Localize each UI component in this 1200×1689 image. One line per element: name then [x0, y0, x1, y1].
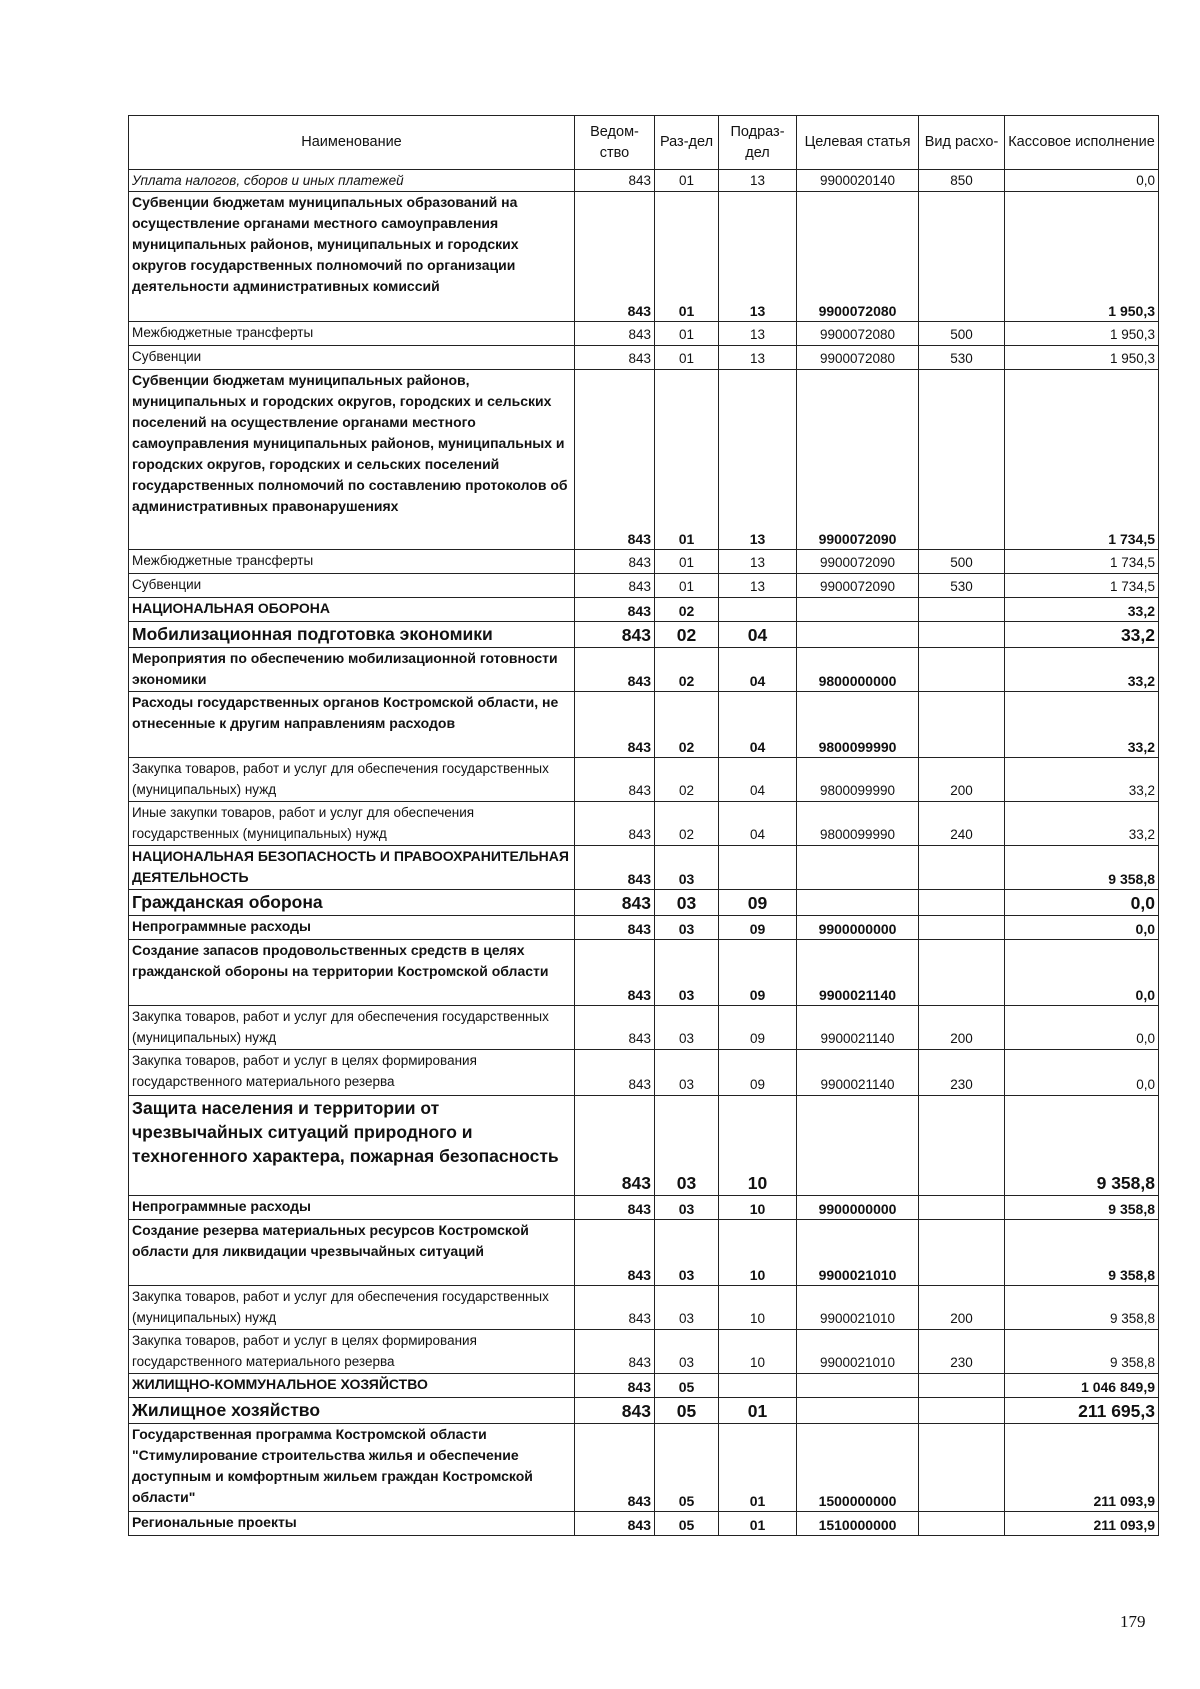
row-razdel: 02 — [655, 622, 719, 648]
row-name: Уплата налогов, сборов и иных платежей — [129, 170, 575, 192]
table-row — [129, 846, 1159, 890]
table-row — [129, 890, 1159, 916]
row-name: Межбюджетные трансферты — [129, 322, 575, 346]
table-row — [129, 1006, 1159, 1050]
row-podrazdel — [719, 846, 797, 890]
row-vid-rashodov: 850 — [919, 170, 1005, 192]
row-podrazdel: 01 — [719, 1512, 797, 1536]
row-kassovoe-ispolnenie: 1 950,3 — [1005, 192, 1159, 322]
row-vid-rashodov: 240 — [919, 802, 1005, 846]
row-podrazdel: 13 — [719, 192, 797, 322]
row-razdel: 02 — [655, 692, 719, 758]
row-celevaya-statya — [797, 598, 919, 622]
row-name: ЖИЛИЩНО-КОММУНАЛЬНОЕ ХОЗЯЙСТВО — [129, 1374, 575, 1398]
row-name: Мобилизационная подготовка экономики — [129, 622, 575, 648]
row-celevaya-statya — [797, 846, 919, 890]
row-vedomstvo: 843 — [575, 1512, 655, 1536]
row-kassovoe-ispolnenie: 211 093,9 — [1005, 1512, 1159, 1536]
row-celevaya-statya: 9800000000 — [797, 648, 919, 692]
row-name: Субвенции бюджетам муниципальных районов, муниципальных и городских округов, городских и сельских поселений на осуществление органами местного самоуправления муниципальных районов, муниципальных и городских округов, городских и сельских поселений государственных полномочий по составлению протоколов об административных правонарушениях — [129, 370, 575, 550]
row-razdel: 02 — [655, 758, 719, 802]
row-vid-rashodov: 500 — [919, 322, 1005, 346]
row-vedomstvo: 843 — [575, 648, 655, 692]
row-kassovoe-ispolnenie: 0,0 — [1005, 170, 1159, 192]
row-celevaya-statya: 9900072080 — [797, 192, 919, 322]
row-vid-rashodov — [919, 890, 1005, 916]
table-row — [129, 1398, 1159, 1424]
row-name: Закупка товаров, работ и услуг для обеспечения государственных (муниципальных) нужд — [129, 758, 575, 802]
row-kassovoe-ispolnenie: 211 695,3 — [1005, 1398, 1159, 1424]
row-podrazdel: 09 — [719, 916, 797, 940]
table-row — [129, 1050, 1159, 1096]
row-celevaya-statya: 9900072080 — [797, 322, 919, 346]
row-vedomstvo: 843 — [575, 1196, 655, 1220]
row-razdel: 03 — [655, 916, 719, 940]
row-vid-rashodov — [919, 1424, 1005, 1512]
row-celevaya-statya: 9900072080 — [797, 346, 919, 370]
row-vedomstvo: 843 — [575, 1374, 655, 1398]
row-razdel: 01 — [655, 170, 719, 192]
row-podrazdel: 10 — [719, 1330, 797, 1374]
row-vedomstvo: 843 — [575, 1398, 655, 1424]
row-celevaya-statya: 9900021140 — [797, 1006, 919, 1050]
row-celevaya-statya: 9900021140 — [797, 940, 919, 1006]
row-name: Иные закупки товаров, работ и услуг для обеспечения государственных (муниципальных) нужд — [129, 802, 575, 846]
row-vedomstvo: 843 — [575, 1220, 655, 1286]
row-razdel: 03 — [655, 1196, 719, 1220]
header-podrazdel: Подраз-дел — [719, 116, 797, 170]
table-row — [129, 916, 1159, 940]
row-podrazdel: 13 — [719, 550, 797, 574]
row-vid-rashodov — [919, 846, 1005, 890]
row-razdel: 03 — [655, 1050, 719, 1096]
row-vid-rashodov: 230 — [919, 1330, 1005, 1374]
row-vid-rashodov — [919, 598, 1005, 622]
row-razdel: 03 — [655, 1330, 719, 1374]
row-vedomstvo: 843 — [575, 574, 655, 598]
row-kassovoe-ispolnenie: 0,0 — [1005, 916, 1159, 940]
row-podrazdel: 09 — [719, 1050, 797, 1096]
row-vid-rashodov: 530 — [919, 346, 1005, 370]
row-podrazdel: 09 — [719, 1006, 797, 1050]
row-podrazdel: 10 — [719, 1286, 797, 1330]
row-podrazdel — [719, 598, 797, 622]
table-row — [129, 346, 1159, 370]
table-row — [129, 1424, 1159, 1512]
row-name: Создание резерва материальных ресурсов Костромской области для ликвидации чрезвычайных ситуаций — [129, 1220, 575, 1286]
row-vedomstvo: 843 — [575, 1424, 655, 1512]
row-celevaya-statya: 9800099990 — [797, 692, 919, 758]
row-razdel: 01 — [655, 370, 719, 550]
row-razdel: 03 — [655, 1006, 719, 1050]
row-vid-rashodov — [919, 692, 1005, 758]
row-razdel: 03 — [655, 1096, 719, 1196]
row-celevaya-statya: 9900000000 — [797, 1196, 919, 1220]
row-name: Закупка товаров, работ и услуг в целях формирования государственного материального резерва — [129, 1050, 575, 1096]
row-vedomstvo: 843 — [575, 1330, 655, 1374]
row-name: Региональные проекты — [129, 1512, 575, 1536]
row-kassovoe-ispolnenie: 9 358,8 — [1005, 1096, 1159, 1196]
row-vedomstvo: 843 — [575, 1006, 655, 1050]
row-kassovoe-ispolnenie: 9 358,8 — [1005, 1196, 1159, 1220]
row-razdel: 01 — [655, 322, 719, 346]
row-kassovoe-ispolnenie: 33,2 — [1005, 692, 1159, 758]
row-vedomstvo: 843 — [575, 940, 655, 1006]
row-razdel: 03 — [655, 846, 719, 890]
row-celevaya-statya — [797, 622, 919, 648]
row-razdel: 01 — [655, 550, 719, 574]
row-kassovoe-ispolnenie: 0,0 — [1005, 890, 1159, 916]
row-celevaya-statya: 9900021010 — [797, 1286, 919, 1330]
row-name: Расходы государственных органов Костромской области, не отнесенные к другим направлениям расходов — [129, 692, 575, 758]
table-row — [129, 802, 1159, 846]
row-vid-rashodov: 200 — [919, 1286, 1005, 1330]
row-name: Жилищное хозяйство — [129, 1398, 575, 1424]
row-name: Защита населения и территории от чрезвычайных ситуаций природного и техногенного характера, пожарная безопасность — [129, 1096, 575, 1196]
row-razdel: 03 — [655, 890, 719, 916]
row-vedomstvo: 843 — [575, 322, 655, 346]
row-vid-rashodov — [919, 1512, 1005, 1536]
row-vid-rashodov: 230 — [919, 1050, 1005, 1096]
row-vedomstvo: 843 — [575, 890, 655, 916]
row-podrazdel: 04 — [719, 692, 797, 758]
row-vedomstvo: 843 — [575, 170, 655, 192]
row-name: НАЦИОНАЛЬНАЯ БЕЗОПАСНОСТЬ И ПРАВООХРАНИТЕЛЬНАЯ ДЕЯТЕЛЬНОСТЬ — [129, 846, 575, 890]
row-podrazdel: 04 — [719, 622, 797, 648]
row-name: Закупка товаров, работ и услуг для обеспечения государственных (муниципальных) нужд — [129, 1006, 575, 1050]
row-kassovoe-ispolnenie: 33,2 — [1005, 648, 1159, 692]
table-row — [129, 758, 1159, 802]
row-vid-rashodov — [919, 370, 1005, 550]
row-kassovoe-ispolnenie: 0,0 — [1005, 1006, 1159, 1050]
row-kassovoe-ispolnenie: 9 358,8 — [1005, 1220, 1159, 1286]
row-celevaya-statya — [797, 1398, 919, 1424]
row-razdel: 01 — [655, 574, 719, 598]
row-vedomstvo: 843 — [575, 550, 655, 574]
row-razdel: 05 — [655, 1424, 719, 1512]
row-celevaya-statya: 1510000000 — [797, 1512, 919, 1536]
row-name: НАЦИОНАЛЬНАЯ ОБОРОНА — [129, 598, 575, 622]
row-vid-rashodov — [919, 1096, 1005, 1196]
table-row — [129, 692, 1159, 758]
row-podrazdel: 13 — [719, 346, 797, 370]
row-vid-rashodov — [919, 1374, 1005, 1398]
row-kassovoe-ispolnenie: 1 046 849,9 — [1005, 1374, 1159, 1398]
row-celevaya-statya — [797, 1096, 919, 1196]
row-vid-rashodov — [919, 916, 1005, 940]
row-vedomstvo: 843 — [575, 1286, 655, 1330]
row-celevaya-statya: 9900072090 — [797, 370, 919, 550]
row-vid-rashodov: 200 — [919, 1006, 1005, 1050]
row-podrazdel: 01 — [719, 1398, 797, 1424]
row-vedomstvo: 843 — [575, 1096, 655, 1196]
table-row — [129, 1196, 1159, 1220]
row-celevaya-statya: 9900072090 — [797, 574, 919, 598]
row-name: Создание запасов продовольственных средств в целях гражданской обороны на территории Костромской области — [129, 940, 575, 1006]
table-row — [129, 622, 1159, 648]
row-kassovoe-ispolnenie: 1 950,3 — [1005, 346, 1159, 370]
row-razdel: 05 — [655, 1512, 719, 1536]
row-kassovoe-ispolnenie: 33,2 — [1005, 758, 1159, 802]
table-row — [129, 1330, 1159, 1374]
table-row — [129, 1220, 1159, 1286]
row-razdel: 03 — [655, 1220, 719, 1286]
row-celevaya-statya — [797, 1374, 919, 1398]
row-vedomstvo: 843 — [575, 692, 655, 758]
row-name: Гражданская оборона — [129, 890, 575, 916]
row-kassovoe-ispolnenie: 1 734,5 — [1005, 370, 1159, 550]
header-name: Наименование — [129, 116, 575, 170]
row-vedomstvo: 843 — [575, 758, 655, 802]
row-celevaya-statya: 9900021010 — [797, 1220, 919, 1286]
row-name: Непрограммные расходы — [129, 1196, 575, 1220]
row-podrazdel: 13 — [719, 170, 797, 192]
row-celevaya-statya — [797, 890, 919, 916]
row-vedomstvo: 843 — [575, 598, 655, 622]
row-vedomstvo: 843 — [575, 370, 655, 550]
row-kassovoe-ispolnenie: 1 734,5 — [1005, 574, 1159, 598]
row-vid-rashodov — [919, 648, 1005, 692]
row-vid-rashodov — [919, 1398, 1005, 1424]
table-row — [129, 322, 1159, 346]
header-row — [129, 116, 1159, 170]
row-razdel: 02 — [655, 598, 719, 622]
row-razdel: 05 — [655, 1374, 719, 1398]
row-podrazdel — [719, 1374, 797, 1398]
table-row — [129, 574, 1159, 598]
row-razdel: 05 — [655, 1398, 719, 1424]
table-row — [129, 598, 1159, 622]
row-celevaya-statya: 9900000000 — [797, 916, 919, 940]
table-row — [129, 1096, 1159, 1196]
row-podrazdel: 04 — [719, 648, 797, 692]
row-podrazdel: 10 — [719, 1096, 797, 1196]
row-kassovoe-ispolnenie: 1 950,3 — [1005, 322, 1159, 346]
row-name: Субвенции бюджетам муниципальных образований на осуществление органами местного самоуправления муниципальных районов, муниципальных и городских округов государственных полномочий по организации деятельности административных комиссий — [129, 192, 575, 322]
page-number: 179 — [1120, 1612, 1146, 1631]
table-row — [129, 1374, 1159, 1398]
row-podrazdel: 13 — [719, 370, 797, 550]
row-celevaya-statya: 9900020140 — [797, 170, 919, 192]
row-podrazdel: 09 — [719, 890, 797, 916]
row-vedomstvo: 843 — [575, 846, 655, 890]
row-name: Закупка товаров, работ и услуг для обеспечения государственных (муниципальных) нужд — [129, 1286, 575, 1330]
budget-table — [128, 115, 1159, 1536]
header-vedomstvo: Ведом-ство — [575, 116, 655, 170]
row-kassovoe-ispolnenie: 211 093,9 — [1005, 1424, 1159, 1512]
row-podrazdel: 10 — [719, 1196, 797, 1220]
row-kassovoe-ispolnenie: 0,0 — [1005, 940, 1159, 1006]
row-vedomstvo: 843 — [575, 802, 655, 846]
row-podrazdel: 04 — [719, 802, 797, 846]
row-name: Государственная программа Костромской области "Стимулирование строительства жилья и обеспечение доступным и комфортным жильем граждан Костромской области" — [129, 1424, 575, 1512]
row-razdel: 03 — [655, 940, 719, 1006]
row-podrazdel: 01 — [719, 1424, 797, 1512]
row-vid-rashodov: 200 — [919, 758, 1005, 802]
header-vid-rashodov: Вид расхо- — [919, 116, 1005, 170]
row-name: Субвенции — [129, 574, 575, 598]
table-row — [129, 648, 1159, 692]
row-vid-rashodov: 530 — [919, 574, 1005, 598]
row-razdel: 01 — [655, 192, 719, 322]
row-kassovoe-ispolnenie: 9 358,8 — [1005, 846, 1159, 890]
row-name: Непрограммные расходы — [129, 916, 575, 940]
row-celevaya-statya: 9800099990 — [797, 758, 919, 802]
header-razdel: Раз-дел — [655, 116, 719, 170]
row-kassovoe-ispolnenie: 9 358,8 — [1005, 1330, 1159, 1374]
row-name: Закупка товаров, работ и услуг в целях формирования государственного материального резерва — [129, 1330, 575, 1374]
table-row — [129, 940, 1159, 1006]
row-name: Мероприятия по обеспечению мобилизационной готовности экономики — [129, 648, 575, 692]
table-row — [129, 370, 1159, 550]
row-podrazdel: 13 — [719, 322, 797, 346]
header-kassovoe-ispolnenie: Кассовое исполнение — [1005, 116, 1159, 170]
table-row — [129, 1512, 1159, 1536]
row-celevaya-statya: 9800099990 — [797, 802, 919, 846]
row-kassovoe-ispolnenie: 33,2 — [1005, 802, 1159, 846]
row-kassovoe-ispolnenie: 0,0 — [1005, 1050, 1159, 1096]
row-name: Субвенции — [129, 346, 575, 370]
row-kassovoe-ispolnenie: 33,2 — [1005, 598, 1159, 622]
row-vedomstvo: 843 — [575, 916, 655, 940]
row-vedomstvo: 843 — [575, 1050, 655, 1096]
row-razdel: 03 — [655, 1286, 719, 1330]
row-vedomstvo: 843 — [575, 192, 655, 322]
row-vedomstvo: 843 — [575, 622, 655, 648]
row-vid-rashodov — [919, 1196, 1005, 1220]
row-vedomstvo: 843 — [575, 346, 655, 370]
row-vid-rashodov: 500 — [919, 550, 1005, 574]
row-vid-rashodov — [919, 622, 1005, 648]
row-kassovoe-ispolnenie: 33,2 — [1005, 622, 1159, 648]
header-celevaya-statya: Целевая статья — [797, 116, 919, 170]
table-row — [129, 1286, 1159, 1330]
row-vid-rashodov — [919, 940, 1005, 1006]
row-razdel: 02 — [655, 802, 719, 846]
row-kassovoe-ispolnenie: 9 358,8 — [1005, 1286, 1159, 1330]
table-row — [129, 192, 1159, 322]
row-podrazdel: 10 — [719, 1220, 797, 1286]
row-vid-rashodov — [919, 192, 1005, 322]
row-podrazdel: 13 — [719, 574, 797, 598]
row-podrazdel: 09 — [719, 940, 797, 1006]
row-celevaya-statya: 9900072090 — [797, 550, 919, 574]
row-celevaya-statya: 9900021010 — [797, 1330, 919, 1374]
row-celevaya-statya: 1500000000 — [797, 1424, 919, 1512]
row-celevaya-statya: 9900021140 — [797, 1050, 919, 1096]
table-row — [129, 550, 1159, 574]
row-name: Межбюджетные трансферты — [129, 550, 575, 574]
row-vid-rashodov — [919, 1220, 1005, 1286]
row-razdel: 01 — [655, 346, 719, 370]
row-kassovoe-ispolnenie: 1 734,5 — [1005, 550, 1159, 574]
table-row — [129, 170, 1159, 192]
row-razdel: 02 — [655, 648, 719, 692]
row-podrazdel: 04 — [719, 758, 797, 802]
